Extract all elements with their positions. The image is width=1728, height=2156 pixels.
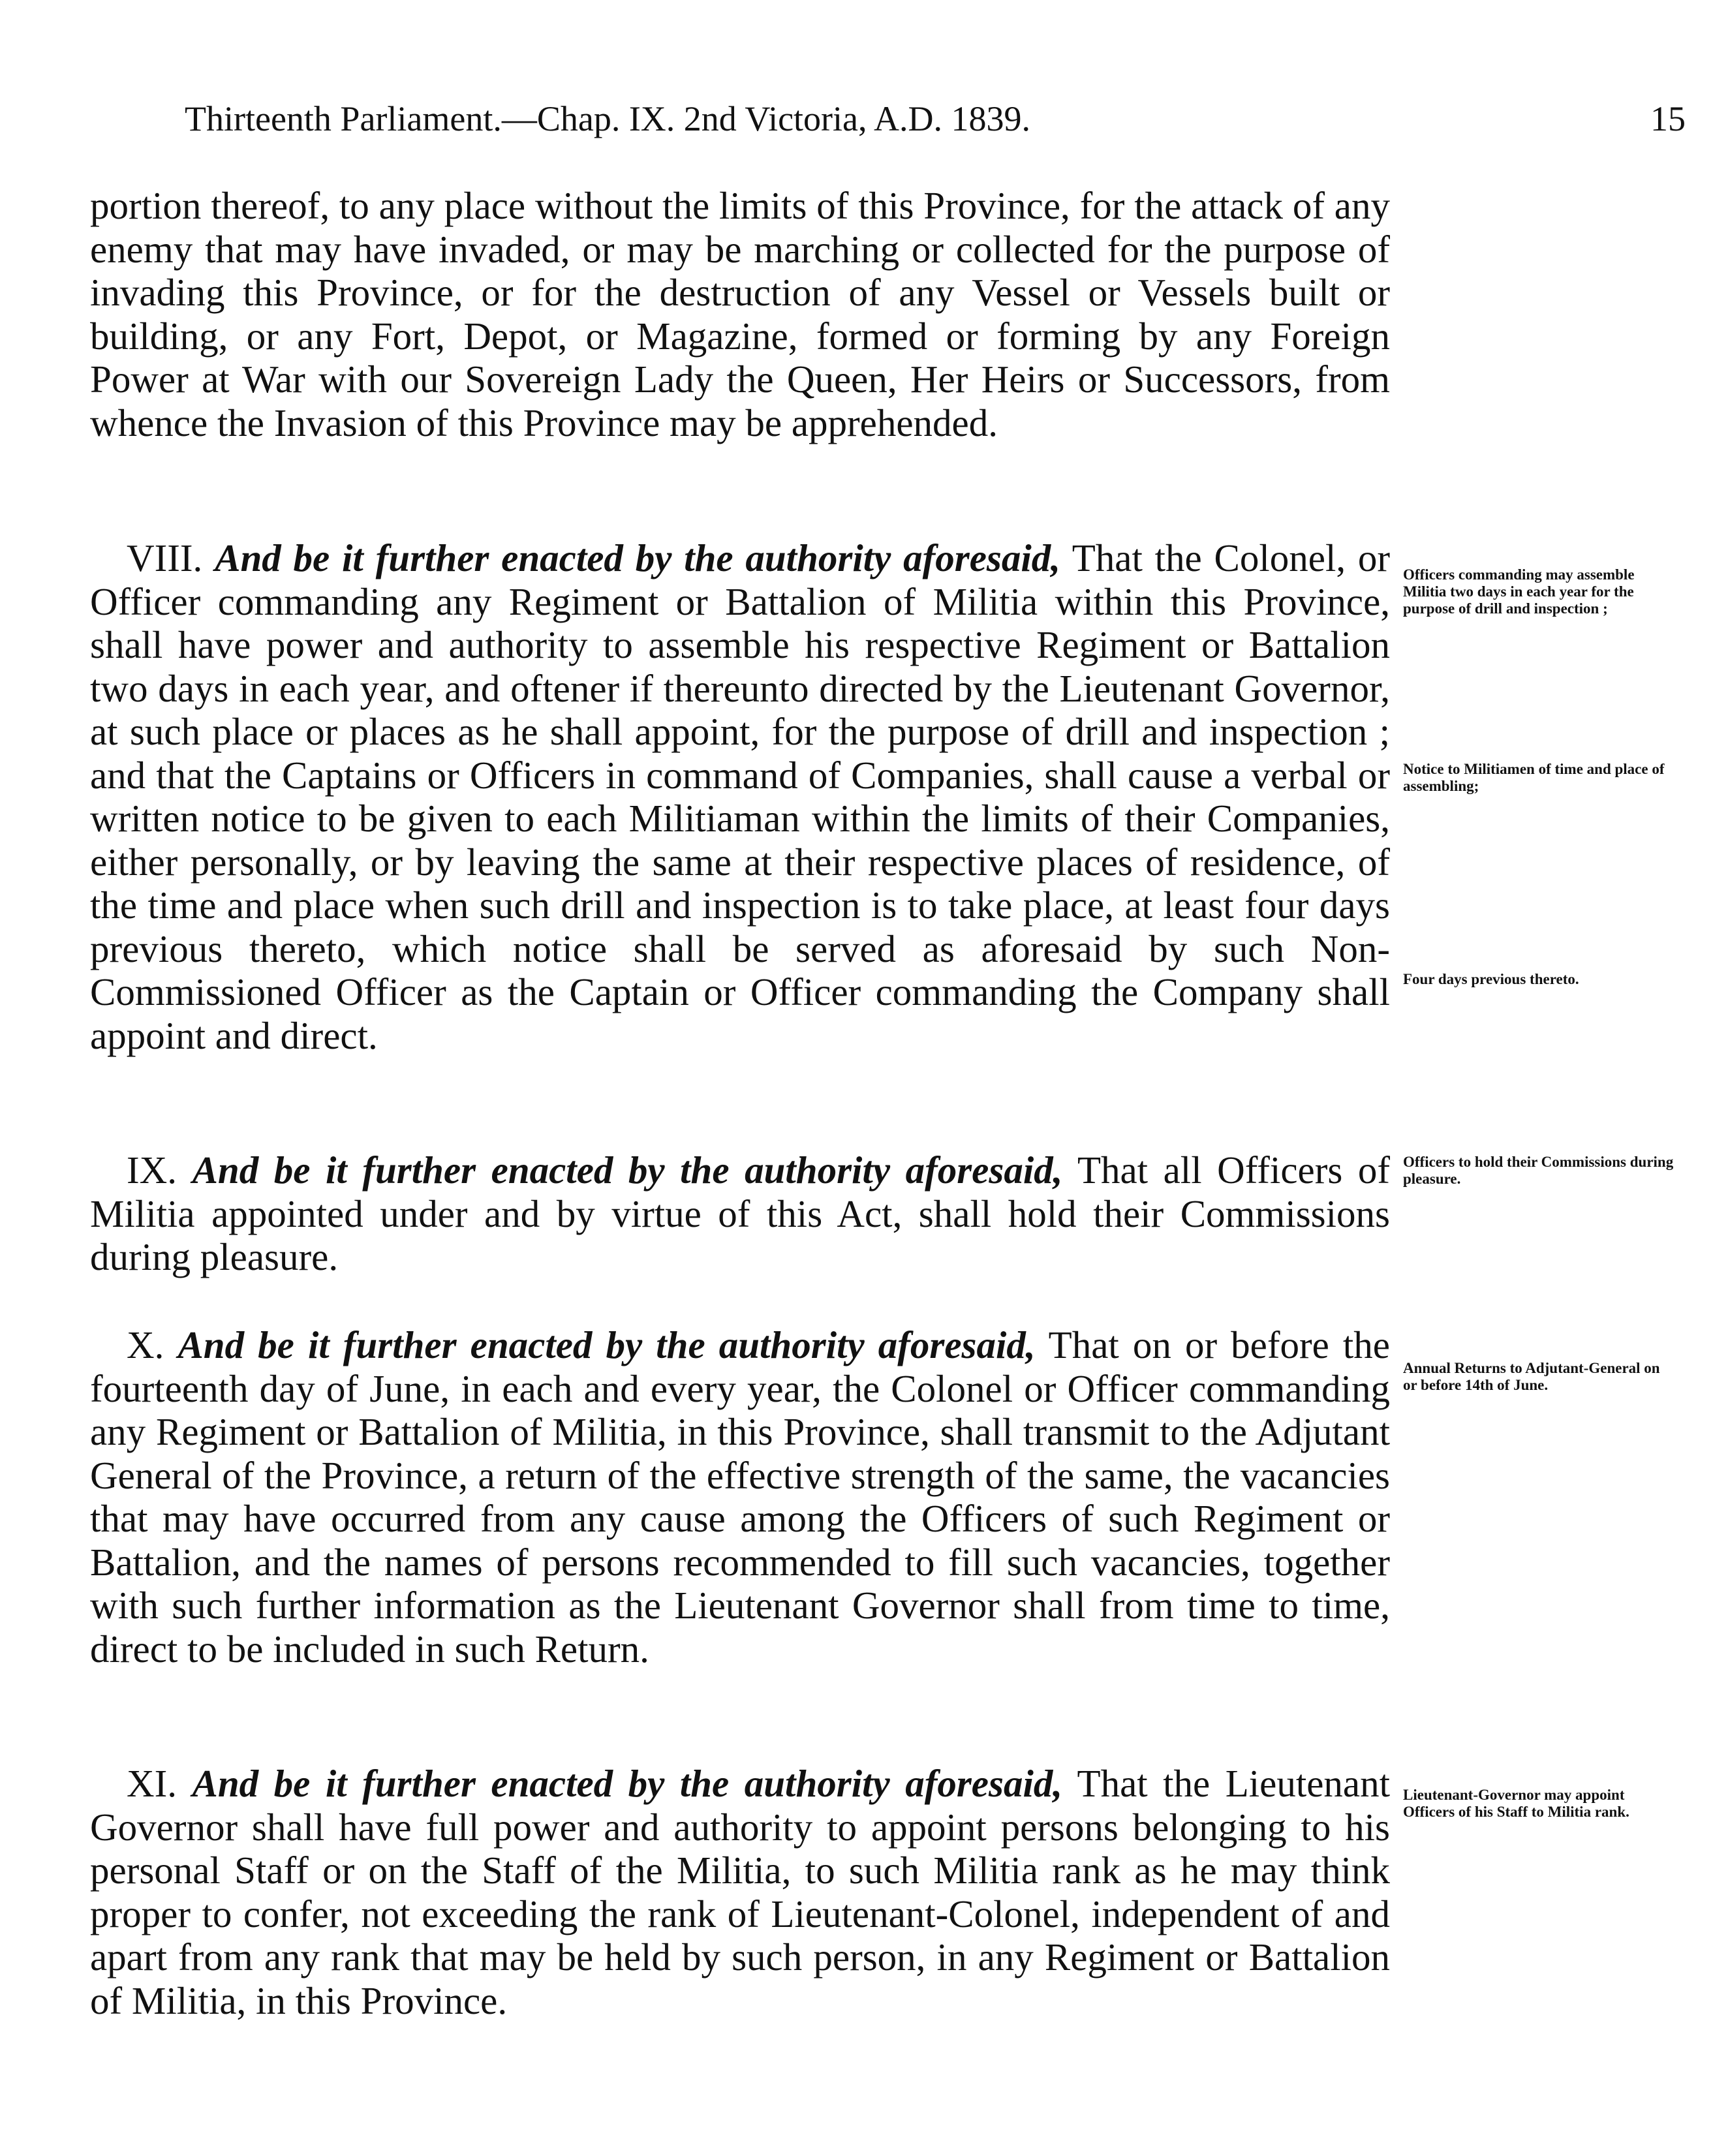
section-text: That the Colonel, or Officer commanding any Regiment or Battalion of Militia within this Province, shall have power and authority to assemble his respective Regiment or Battalion two days in each year, and oftener if thereunto directed by the Lieutenant Governor, at such place or places as he shall appoint, for the purpose of drill and inspection ; and that the Captains or Officers in command of Companies, shall cause a verbal or written notice to be given to each Militiaman within the limits of their Companies, either personally, or by leaving the same at their respective places of residence, of the time and place when such drill and inspection is to take place, at least four days previous thereto, which notice shall be served as aforesaid by such Non-Commissioned Officer as the Captain or Officer commanding the Company shall appoint and direct.	[90, 536, 1391, 1057]
intro-paragraph	[90, 184, 1390, 444]
section-text: That on or before the fourteenth day of June, in each and every year, the Colonel or Officer commanding any Regiment or Battalion of Militia, in this Province, shall transmit to the Adjutant General of the Province, a return of the effective strength of the same, the vacancies that may have occurred from any cause among the Officers of such Regiment or Battalion, and the names of persons recommended to fill such vacancies, together with such further information as the Lieutenant Governor shall from time to time, direct to be included in such Return.	[90, 1323, 1390, 1671]
enacting-clause: And be it further enacted by the authority aforesaid,	[215, 536, 1061, 579]
page-header-title: Thirteenth Parliament.—Chap. IX. 2nd Victoria, A.D. 1839.	[185, 99, 1031, 138]
section-ix	[90, 1148, 1390, 1279]
intro-text: portion thereof, to any place without the limits of this Province, for the attack of any enemy that may have invaded, or may be marching or collected for the purpose of invading this Province, or for the destruction of any Vessel or Vessels built or building, or any Fort, Depot, or Magazine, formed or forming by any Foreign Power at War with our Sovereign Lady the Queen, Her Heirs or Successors, from whence the Invasion of this Province may be apprehended.	[90, 184, 1390, 444]
margin-note: Lieutenant-Governor may appoint Officers of his Staff to Militia rank.	[1403, 1787, 1629, 1820]
section-number: IX.	[127, 1148, 177, 1192]
section-text: That all Officers of Militia appointed under and by virtue of this Act, shall hold their Commissions during pleasure.	[90, 1148, 1391, 1278]
section-viii	[90, 536, 1390, 1057]
margin-note: Officers to hold their Commissions during pleasure.	[1403, 1154, 1674, 1187]
enacting-clause: And be it further enacted by the authority aforesaid,	[192, 1148, 1063, 1192]
section-number: VIII.	[127, 536, 203, 579]
enacting-clause: And be it further enacted by the authority aforesaid,	[177, 1323, 1036, 1366]
margin-note: Annual Returns to Adjutant-General on or before 14th of June.	[1403, 1360, 1660, 1393]
margin-note: Notice to Militiamen of time and place of assembling;	[1403, 761, 1665, 794]
section-number: XI.	[127, 1762, 177, 1805]
section-xi	[90, 1762, 1390, 2022]
margin-note: Officers commanding may assemble Militia two days in each year for the purpose of drill and inspection ;	[1403, 566, 1635, 617]
running-head	[185, 93, 1686, 145]
page-number: 15	[1650, 99, 1686, 138]
margin-note: Four days previous thereto.	[1403, 971, 1579, 987]
section-number: X.	[127, 1323, 164, 1366]
enacting-clause: And be it further enacted by the authority aforesaid,	[192, 1762, 1063, 1805]
section-x	[90, 1323, 1390, 1671]
section-text: That the Lieutenant Governor shall have full power and authority to appoint persons belonging to his personal Staff or on the Staff of the Militia, to such Militia rank as he may think proper to confer, not exceeding the rank of Lieutenant-Colonel, independent of and apart from any rank that may be held by such person, in any Regiment or Battalion of Militia, in this Province.	[90, 1762, 1390, 2022]
